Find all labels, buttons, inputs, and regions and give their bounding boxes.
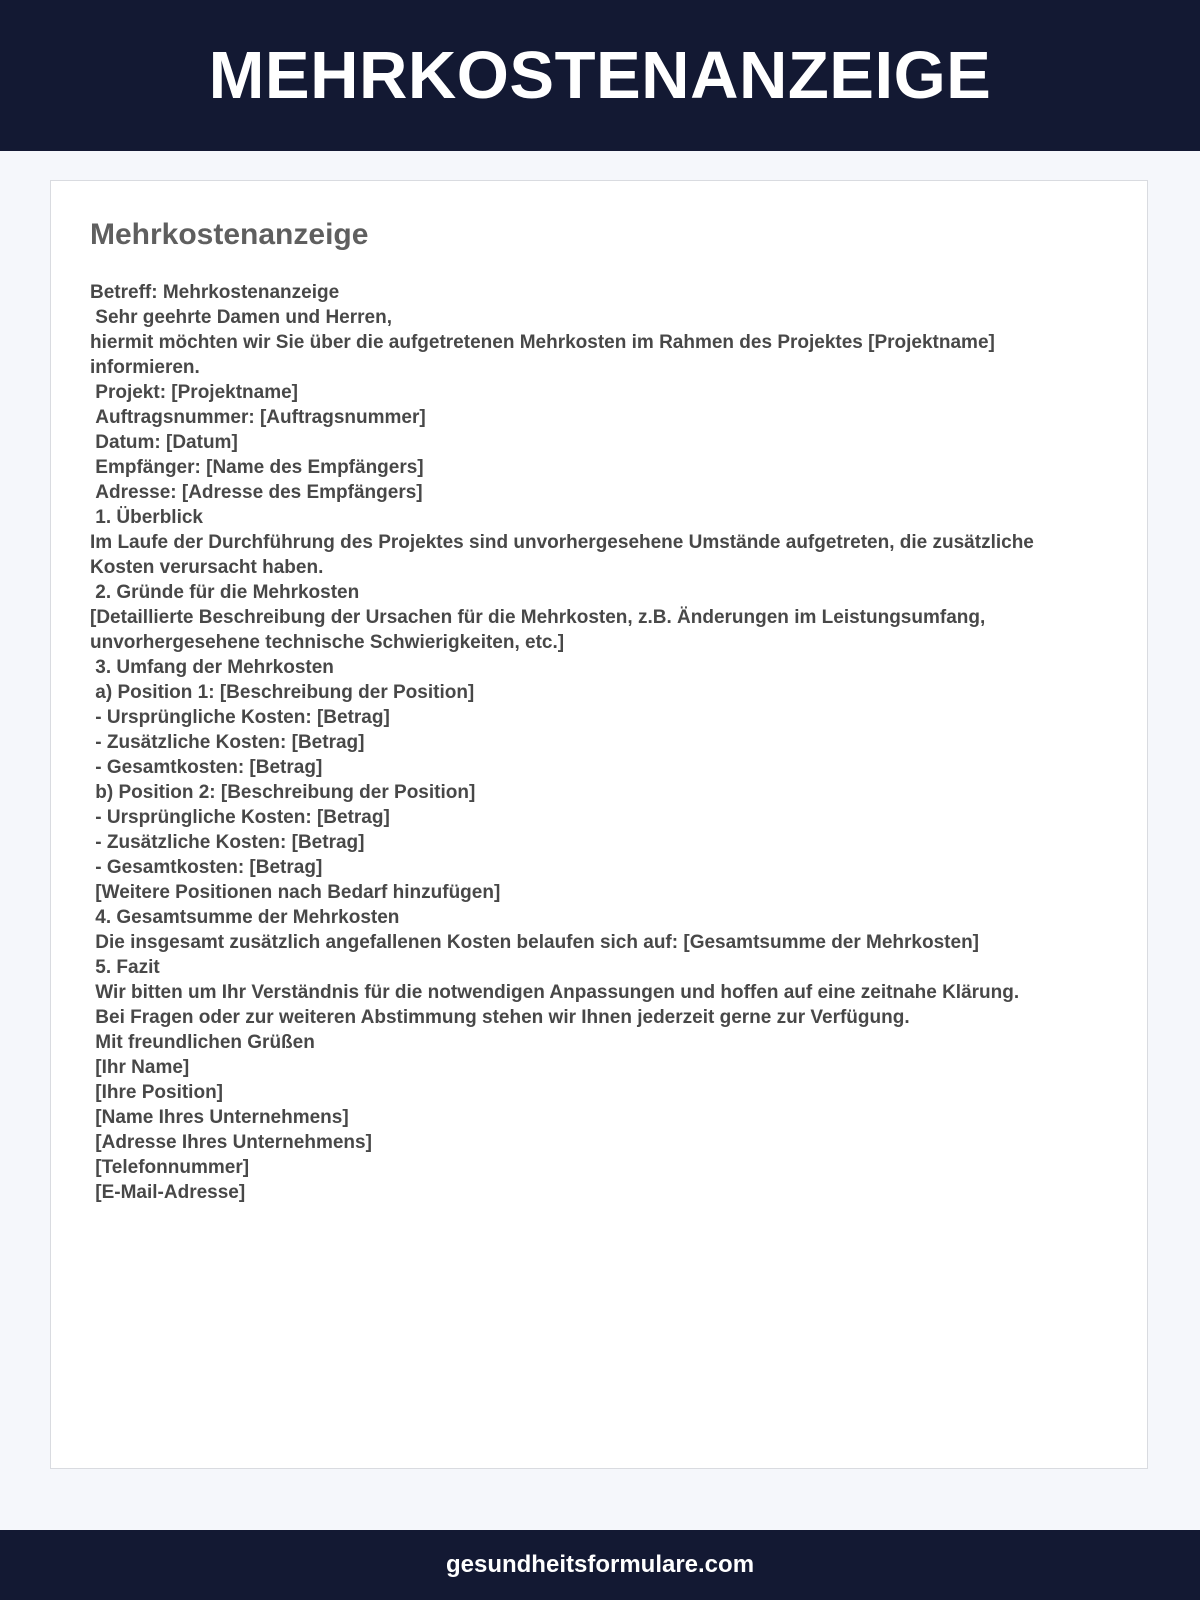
body-line: b) Position 2: [Beschreibung der Position] <box>90 782 476 803</box>
body-line: Die insgesamt zusätzlich angefallenen Kosten belaufen sich auf: [Gesamtsumme der Mehrkosten] <box>90 932 980 953</box>
body-line: 5. Fazit <box>90 957 160 978</box>
body-line: Betreff: Mehrkostenanzeige <box>90 282 340 303</box>
page-header <box>0 0 1200 151</box>
body-line: Auftragsnummer: [Auftragsnummer] <box>90 407 426 428</box>
body-line: [Weitere Positionen nach Bedarf hinzufügen] <box>90 882 501 903</box>
body-line: [Name Ihres Unternehmens] <box>90 1107 349 1128</box>
body-line: - Zusätzliche Kosten: [Betrag] <box>90 832 365 853</box>
body-line: 4. Gesamtsumme der Mehrkosten <box>90 907 400 928</box>
body-line: - Gesamtkosten: [Betrag] <box>90 757 323 778</box>
body-line: hiermit möchten wir Sie über die aufgetretenen Mehrkosten im Rahmen des Projektes [Projektname] informieren. <box>90 332 1001 378</box>
body-line: Im Laufe der Durchführung des Projektes sind unvorhergesehene Umstände aufgetreten, die zusätzliche Kosten verursacht haben. <box>90 532 1040 578</box>
body-line: Projekt: [Projektname] <box>90 382 299 403</box>
body-line: [Ihr Name] <box>90 1057 190 1078</box>
body-line: Empfänger: [Name des Empfängers] <box>90 457 424 478</box>
body-line: [E-Mail-Adresse] <box>90 1182 246 1203</box>
body-line: a) Position 1: [Beschreibung der Position] <box>90 682 475 703</box>
body-line: Sehr geehrte Damen und Herren, <box>90 307 392 328</box>
body-line: - Ursprüngliche Kosten: [Betrag] <box>90 707 390 728</box>
body-line: Datum: [Datum] <box>90 432 238 453</box>
document-title: Mehrkostenanzeige <box>90 218 369 251</box>
body-line: [Telefonnummer] <box>90 1157 250 1178</box>
body-line: [Ihre Position] <box>90 1082 224 1103</box>
body-line: Wir bitten um Ihr Verständnis für die notwendigen Anpassungen und hoffen auf eine zeitnahe Klärung. <box>90 982 1020 1003</box>
body-line: - Ursprüngliche Kosten: [Betrag] <box>90 807 390 828</box>
body-line: [Adresse Ihres Unternehmens] <box>90 1132 372 1153</box>
footer-site-name: gesundheitsformulare.com <box>445 1551 755 1578</box>
body-line: Adresse: [Adresse des Empfängers] <box>90 482 423 503</box>
body-line: [Detaillierte Beschreibung der Ursachen für die Mehrkosten, z.B. Änderungen im Leistungsumfang, unvorhergesehene technische Schwierigkeiten, etc.] <box>90 607 991 653</box>
body-line: Mit freundlichen Grüßen <box>90 1032 315 1053</box>
page-footer <box>0 1530 1200 1600</box>
body-line: - Zusätzliche Kosten: [Betrag] <box>90 732 365 753</box>
body-line: 1. Überblick <box>90 507 203 528</box>
header-title: MEHRKOSTENANZEIGE <box>208 38 992 113</box>
body-line: 2. Gründe für die Mehrkosten <box>90 582 360 603</box>
body-line: 3. Umfang der Mehrkosten <box>90 657 334 678</box>
document-card <box>50 180 1148 1469</box>
body-line: - Gesamtkosten: [Betrag] <box>90 857 323 878</box>
document-body <box>90 280 1100 1205</box>
body-line: Bei Fragen oder zur weiteren Abstimmung stehen wir Ihnen jederzeit gerne zur Verfügung. <box>90 1007 910 1028</box>
